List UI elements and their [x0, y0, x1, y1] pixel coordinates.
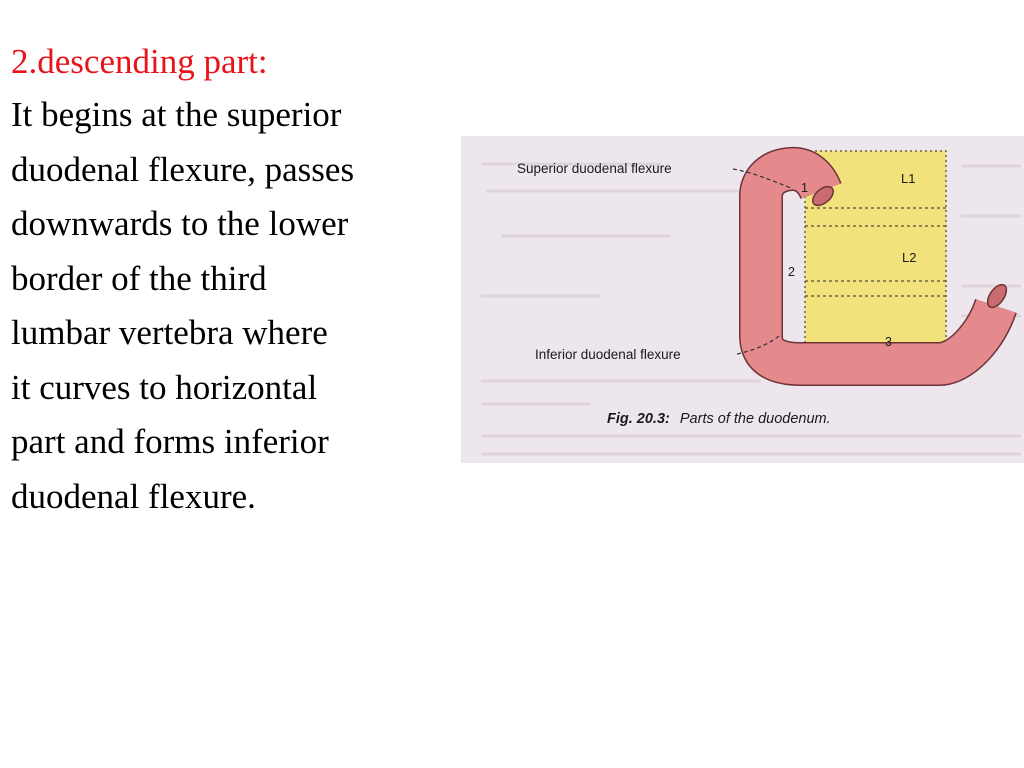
- body-line: lumbar vertebra where: [11, 313, 328, 352]
- slide-body: [11, 88, 354, 524]
- body-line: downwards to the lower: [11, 204, 349, 243]
- figure-caption: [607, 411, 831, 427]
- body-line: duodenal flexure.: [11, 476, 256, 516]
- caption-text: Parts of the duodenum.: [679, 411, 831, 427]
- body-line: it curves to horizontal: [11, 367, 318, 407]
- vertebra-label-l2: L2: [902, 250, 917, 265]
- body-line: border of the third: [11, 258, 267, 298]
- superior-flexure-label: Superior duodenal flexure: [517, 161, 672, 176]
- body-line: It begins at the superior: [11, 95, 342, 134]
- caption-number: Fig. 20.3:: [607, 411, 670, 427]
- slide-heading: 2.descending part:: [11, 42, 268, 81]
- part-label-2: 2: [788, 265, 795, 279]
- part-label-1: 1: [801, 181, 808, 195]
- duodenum-diagram: [461, 136, 1024, 463]
- body-line: part and forms inferior: [11, 422, 329, 461]
- body-line: duodenal flexure, passes: [11, 149, 355, 189]
- duodenum-figure: [461, 136, 1024, 463]
- part-label-3: 3: [885, 335, 892, 349]
- inferior-flexure-label: Inferior duodenal flexure: [535, 347, 681, 362]
- vertebra-label-l1: L1: [901, 171, 916, 186]
